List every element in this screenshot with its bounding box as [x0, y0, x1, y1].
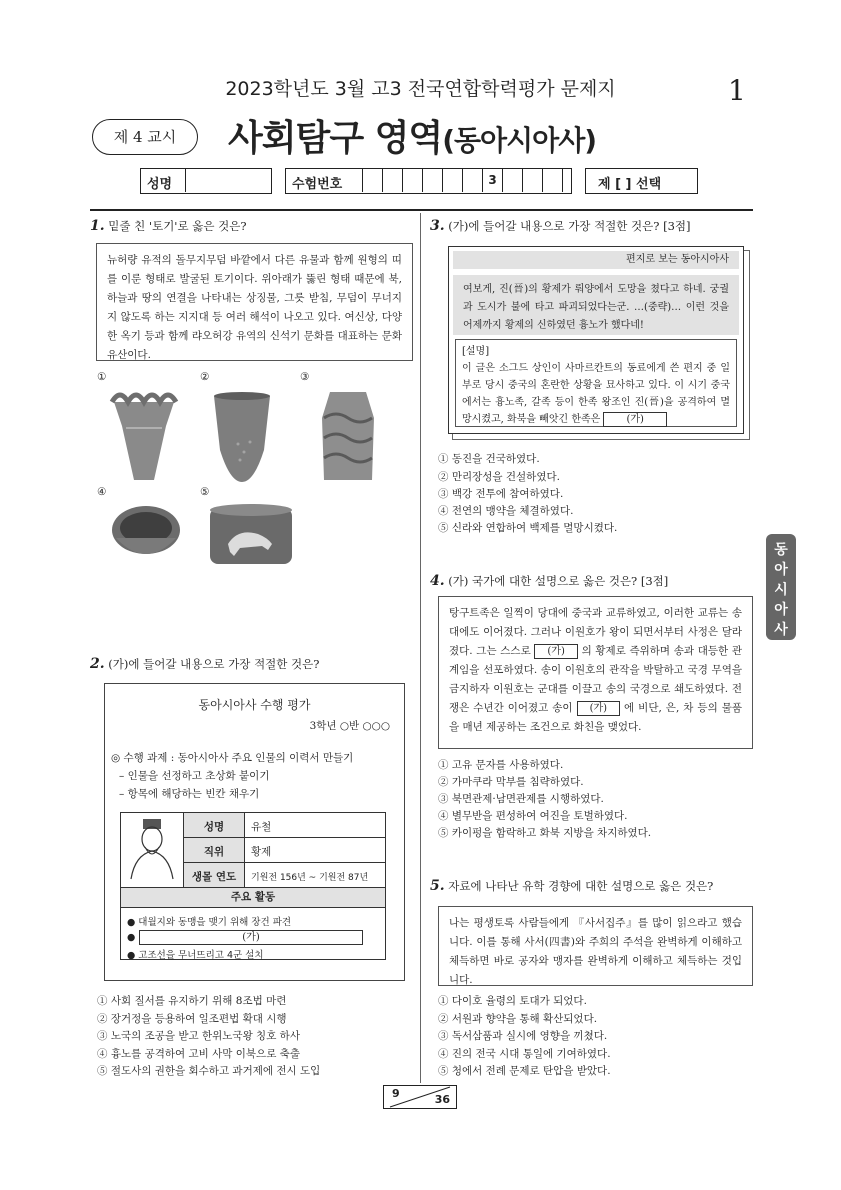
resume-value-name: 유철 [251, 821, 272, 833]
q2-resume [120, 812, 386, 960]
activity-item: ● 고조선을 무너뜨리고 4군 설치 [127, 950, 264, 961]
q5-number: 5. [430, 878, 445, 894]
q4-passage-b: 의 황제로 즉위하며 송과 대등한 관계임을 선포하였다. 송이 이원호의 관작을 박탈하고 국경 무역을 금지하자 이원호는 군대를 이끌고 송의 국경으로 쇄도하였다. 전쟁은 수년간 이어졌고 송이 [449, 645, 742, 714]
q4-blank-1: (가) [534, 644, 577, 659]
q1-number: 1. [90, 218, 105, 234]
side-tab-char: 동 [774, 542, 788, 558]
q4-choice-5[interactable]: ⑤ 카이펑을 함락하고 화북 지방을 차지하였다. [438, 827, 652, 839]
q1-option-1[interactable]: ① [97, 371, 107, 383]
subject-main: 사회탐구 영역 [228, 118, 443, 159]
pottery-image-4 [106, 500, 186, 570]
q3-number: 3. [430, 218, 445, 234]
q3-letter [448, 246, 744, 434]
q2-choice-2[interactable]: ② 장거정을 등용하여 일조편법 확대 시행 [97, 1013, 287, 1025]
q4-passage-a: 탕구트족은 일찍이 당대에 중국과 교류하였고, 이러한 교류는 송대에도 이어졌다. 그러나 이원호가 왕이 되면서부터 사정은 달라졌다. 그는 스스로 [449, 607, 742, 657]
q1-option-4[interactable]: ④ [97, 486, 107, 498]
q1-option-5[interactable]: ⑤ [200, 486, 210, 498]
side-tab-char: 아 [774, 562, 788, 578]
q5-prompt: 자료에 나타난 유학 경향에 대한 설명으로 옳은 것은? [448, 879, 714, 893]
exam-number-label: 수험번호 [292, 177, 343, 192]
resume-label-name: 성명 [203, 821, 225, 833]
q2-task-item: – 항목에 해당하는 빈칸 채우기 [119, 788, 260, 800]
activities-heading: 주요 활동 [121, 888, 385, 907]
q2-prompt: (가)에 들어갈 내용으로 가장 적절한 것은? [108, 657, 320, 671]
q4-prompt: (가) 국가에 대한 설명으로 옳은 것은? [3점] [448, 574, 669, 588]
exam-number-digit: 3 [482, 169, 502, 192]
total-pages: 36 [434, 1093, 450, 1106]
q5-choice-4[interactable]: ④ 진의 전국 시대 통일에 기여하였다. [438, 1048, 611, 1060]
q5-choice-3[interactable]: ③ 독서삼품과 실시에 영향을 끼쳤다. [438, 1030, 608, 1042]
side-tab-char: 사 [774, 622, 788, 638]
pottery-image-3 [316, 388, 380, 486]
q4-choice-4[interactable]: ④ 별무반을 편성하여 여진을 토벌하였다. [438, 810, 628, 822]
resume-label-years: 생몰 연도 [191, 871, 237, 883]
q4-choice-1[interactable]: ① 고유 문자를 사용하였다. [438, 759, 564, 771]
resume-value-years: 기원전 156년 ~ 기원전 87년 [251, 873, 369, 883]
q3-blank: (가) [603, 412, 666, 427]
q4-passage-c: 에 비단, 은, 차 등의 물품을 매년 제공하는 조건으로 화친을 맺었다. [449, 702, 742, 733]
q3-explain-box [455, 339, 737, 427]
page-number: 1 [728, 74, 746, 107]
subject-sub: (동아시아사) [442, 124, 597, 157]
q2-title [90, 656, 319, 672]
q3-explain-label: [설명] [462, 346, 490, 357]
q1-title [90, 218, 246, 234]
q5-choice-1[interactable]: ① 다이호 율령의 토대가 되었다. [438, 995, 587, 1007]
page-counter [383, 1085, 457, 1109]
choice-label: 제 [ ] 선택 [598, 177, 662, 192]
q2-choice-1[interactable]: ① 사회 질서를 유지하기 위해 8조법 마련 [97, 995, 287, 1007]
q1-option-2[interactable]: ② [200, 371, 210, 383]
q1-option-3[interactable]: ③ [300, 371, 310, 383]
q4-number: 4. [430, 573, 445, 589]
q2-number: 2. [90, 656, 105, 672]
q3-explain-body: 이 글은 소그드 상인이 사마르칸트의 동료에게 쓴 편지 중 일부로 당시 중국의 혼란한 상황을 묘사하고 있다. 이 시기 중국에서는 흉노족, 갈족 등이 한족 왕조인 진(晉)을 공격하여 멸망시켰고, 화북을 빼앗긴 한족은 [462, 363, 730, 425]
activity-item: ● 대월지와 동맹을 맺기 위해 장건 파견 [127, 917, 292, 928]
subject-side-tab [766, 534, 796, 640]
q2-choice-4[interactable]: ④ 흉노를 공격하여 고비 사막 이북으로 축출 [97, 1048, 300, 1060]
pottery-image-5 [204, 500, 296, 570]
q4-choice-2[interactable]: ② 가마쿠라 막부를 침략하였다. [438, 776, 584, 788]
exam-header-title: 2023학년도 3월 고3 전국연합학력평가 문제지 [225, 78, 616, 100]
q2-choice-5[interactable]: ⑤ 절도사의 권한을 회수하고 과거제에 전시 도입 [97, 1065, 321, 1077]
activity-item: ● [127, 932, 136, 943]
q3-choice-5[interactable]: ⑤ 신라와 연합하여 백제를 멸망시켰다. [438, 522, 618, 534]
q1-passage: 뉴허량 유적의 돌무지무덤 바깥에서 다른 유물과 함께 원형의 띠를 이룬 형태로 발굴된 토기이다. 위아래가 뚫린 형태 때문에 북, 하늘과 땅의 연결을 나타내는 상징물, 그릇 받침, 무덤이 무너지지 않도록 하는 지지대 등 여러 해석이 나오고 있다. 여신상, 다양한 옥기 등과 함께 랴오허강 유역의 신석기 문화를 대표하는 문화유산이다. [96, 243, 413, 361]
q3-choice-3[interactable]: ③ 백강 전투에 참여하였다. [438, 488, 564, 500]
pottery-image-2 [210, 390, 274, 484]
pottery-image-1 [108, 388, 180, 484]
q3-choice-4[interactable]: ④ 전연의 맹약을 체결하였다. [438, 505, 574, 517]
q2-blank: (가) [139, 930, 363, 945]
header-divider [90, 209, 753, 211]
q1-prompt: 밑줄 친 '토기'로 옳은 것은? [108, 219, 247, 233]
q4-passage [438, 596, 753, 749]
resume-label-position: 직위 [203, 846, 225, 858]
q2-card-class: 3학년 ○반 ○○○ [309, 720, 390, 732]
q3-letter-body: 여보게, 진(晉)의 황제가 뤄양에서 도망을 쳤다고 하네. 궁궐과 도시가 불에 타고 파괴되었다는군. …(중략)… 이런 것을 어제까지 황제의 신하였던 흉노가 했다네! [453, 275, 739, 335]
subject-title [228, 110, 596, 161]
portrait-image [125, 817, 179, 881]
q3-letter-title: 편지로 보는 동아시아사 [453, 251, 739, 269]
q4-blank-2: (가) [577, 701, 620, 716]
q3-choice-2[interactable]: ② 만리장성을 건설하였다. [438, 471, 560, 483]
q2-assessment-card [104, 683, 405, 981]
column-divider [420, 213, 421, 1083]
q5-passage: 나는 평생토록 사람들에게 『사서집주』를 많이 읽으라고 했습니다. 이를 통해 사서(四書)와 주희의 주석을 완벽하게 이해하고 체득하면 바로 공자와 맹자를 완벽하게 이해하고 체득하는 것입니다. [438, 906, 753, 986]
resume-value-position: 황제 [251, 846, 272, 858]
q5-choice-5[interactable]: ⑤ 청에서 전례 문제로 탄압을 받았다. [438, 1065, 611, 1077]
q3-title [430, 218, 691, 234]
side-tab-char: 시 [774, 582, 788, 598]
q4-choice-3[interactable]: ③ 북면관제·남면관제를 시행하였다. [438, 793, 604, 805]
name-label: 성명 [147, 177, 173, 192]
period-label: 제 4 교시 [92, 119, 198, 155]
q2-choice-3[interactable]: ③ 노국의 조공을 받고 한위노국왕 칭호 하사 [97, 1030, 300, 1042]
q5-title [430, 878, 713, 894]
q2-task: ◎ 수행 과제 : 동아시아사 주요 인물의 이력서 만들기 [111, 752, 354, 764]
q2-card-title: 동아시아사 수행 평가 [198, 698, 311, 712]
exam-number-field[interactable] [285, 168, 572, 194]
q3-prompt: (가)에 들어갈 내용으로 가장 적절한 것은? [3점] [448, 219, 691, 233]
q5-choice-2[interactable]: ② 서원과 향약을 통해 확산되었다. [438, 1013, 598, 1025]
choice-field[interactable] [585, 168, 698, 194]
q4-title [430, 573, 668, 589]
q3-choice-1[interactable]: ① 동진을 건국하였다. [438, 453, 540, 465]
q2-task-item: – 인물을 선정하고 초상화 붙이기 [119, 770, 270, 782]
current-page: 9 [392, 1087, 400, 1100]
name-field[interactable] [140, 168, 272, 194]
side-tab-char: 아 [774, 602, 788, 618]
